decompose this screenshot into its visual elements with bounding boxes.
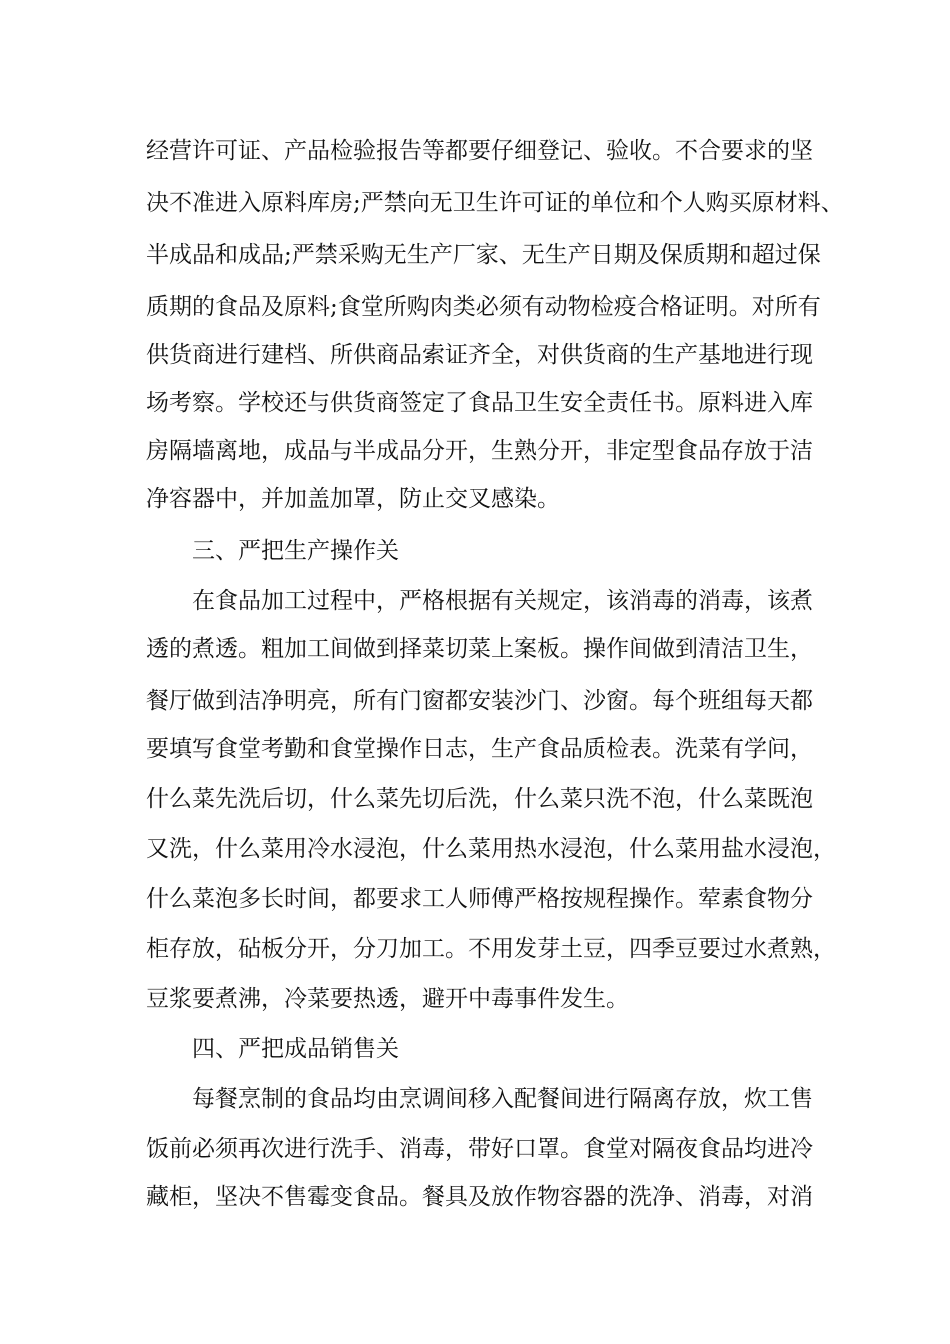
section-heading: 三、严把生产操作关 — [192, 538, 399, 564]
body-text-line: 什么菜先洗后切，什么菜先切后洗，什么菜只洗不泡，什么菜既泡 — [146, 786, 813, 812]
body-text-line: 饭前必须再次进行洗手、消毒，带好口罩。食堂对隔夜食品均进冷 — [146, 1136, 813, 1162]
body-text-line: 经营许可证、产品检验报告等都要仔细登记、验收。不合要求的坚 — [146, 138, 813, 164]
body-text-line: 净容器中，并加盖加罩，防止交叉感染。 — [146, 486, 560, 512]
body-text-line: 每餐烹制的食品均由烹调间移入配餐间进行隔离存放，炊工售 — [192, 1086, 813, 1112]
body-text-line: 半成品和成品;严禁采购无生产厂家、无生产日期及保质期和超过保 — [146, 242, 821, 268]
body-text-line: 供货商进行建档、所供商品索证齐全，对供货商的生产基地进行现 — [146, 342, 813, 368]
section-heading: 四、严把成品销售关 — [192, 1036, 399, 1062]
body-text-line: 藏柜，坚决不售霉变食品。餐具及放作物容器的洗净、消毒，对消 — [146, 1184, 813, 1210]
body-text-line: 质期的食品及原料;食堂所购肉类必须有动物检疫合格证明。对所有 — [146, 294, 821, 320]
body-text-line: 在食品加工过程中，严格根据有关规定，该消毒的消毒，该煮 — [192, 588, 813, 614]
body-text-line: 柜存放，砧板分开，分刀加工。不用发芽土豆，四季豆要过水煮熟， — [146, 936, 836, 962]
body-text-line: 餐厅做到洁净明亮，所有门窗都安装沙门、沙窗。每个班组每天都 — [146, 688, 813, 714]
body-text-line: 场考察。学校还与供货商签定了食品卫生安全责任书。原料进入库 — [146, 390, 813, 416]
body-text-line: 房隔墙离地，成品与半成品分开，生熟分开，非定型食品存放于洁 — [146, 438, 813, 464]
body-text-line: 要填写食堂考勤和食堂操作日志，生产食品质检表。洗菜有学问， — [146, 736, 813, 762]
body-text-line: 豆浆要煮沸，冷菜要热透，避开中毒事件发生。 — [146, 986, 629, 1012]
body-text-line: 透的煮透。粗加工间做到择菜切菜上案板。操作间做到清洁卫生， — [146, 636, 813, 662]
body-text-line: 什么菜泡多长时间，都要求工人师傅严格按规程操作。荤素食物分 — [146, 886, 813, 912]
body-text-line: 又洗，什么菜用冷水浸泡，什么菜用热水浸泡，什么菜用盐水浸泡， — [146, 836, 836, 862]
body-text-line: 决不准进入原料库房;严禁向无卫生许可证的单位和个人购买原材料、 — [146, 190, 844, 216]
